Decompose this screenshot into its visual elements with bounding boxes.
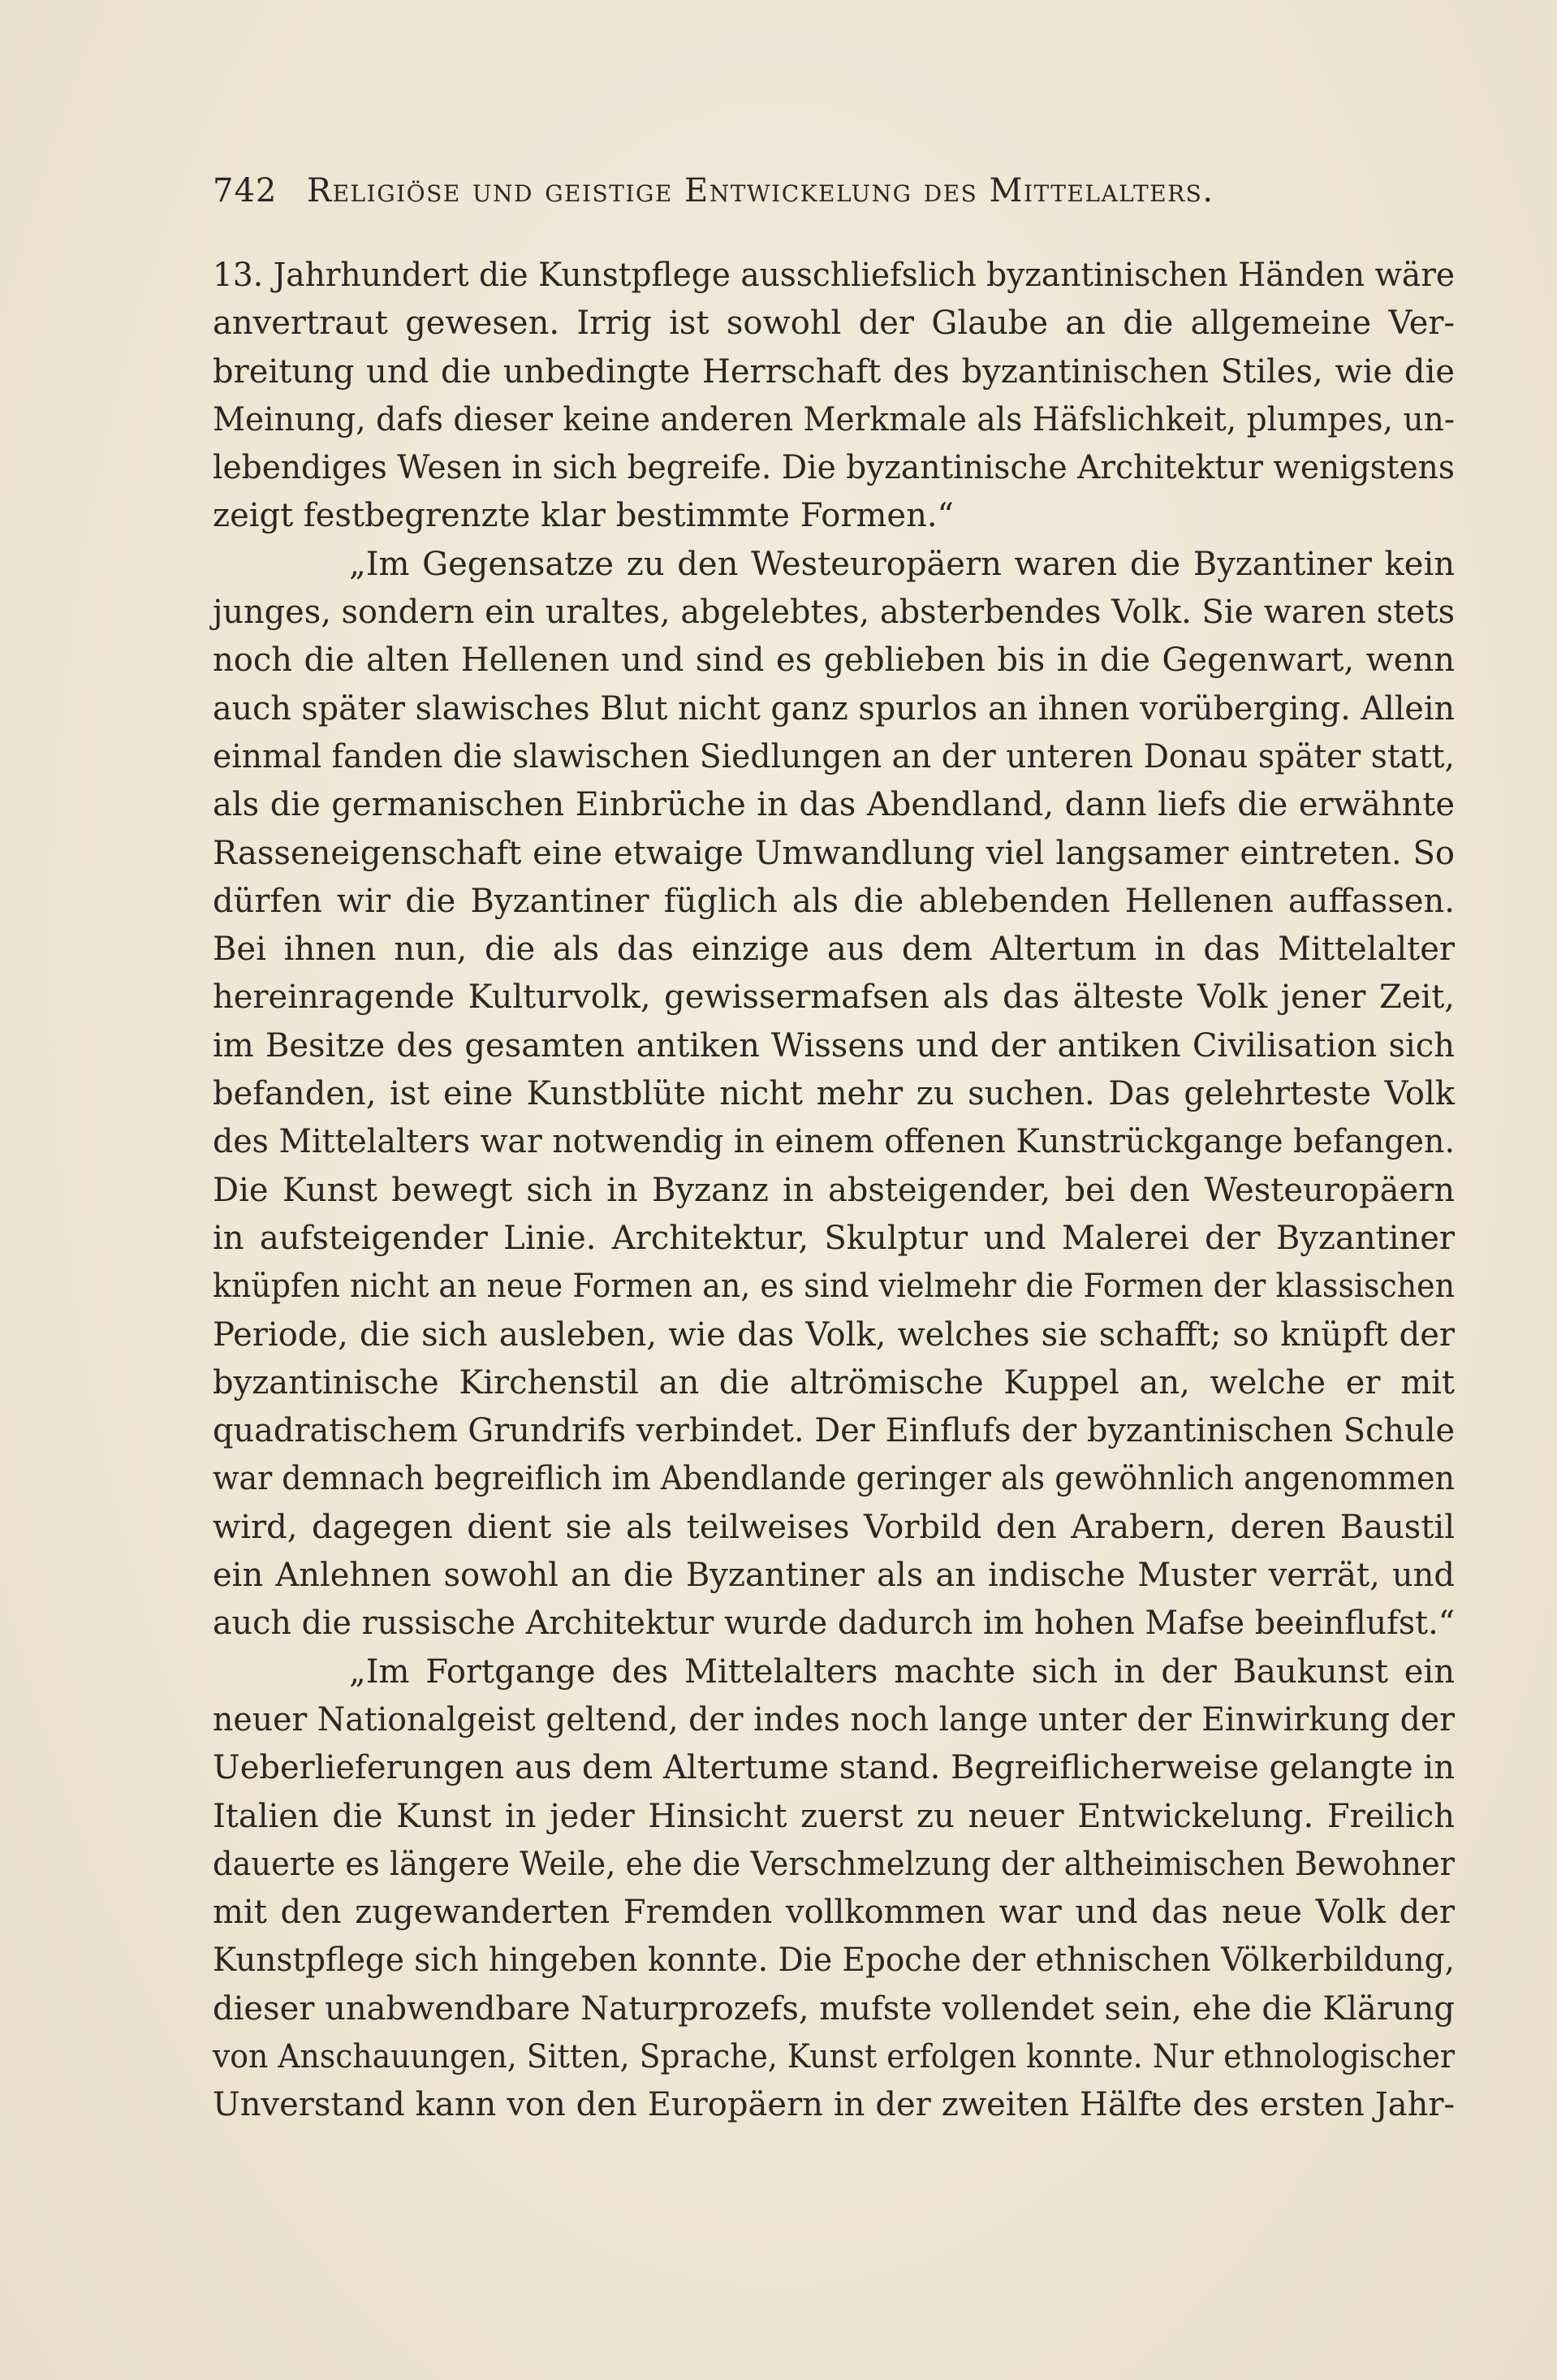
- text-line: auch die russische Architektur wurde dadurch im hohen Mafse beeinflufst.“: [213, 1605, 1455, 1643]
- text-line: war demnach begreiflich im Abendlande geringer als gewöhnlich angenommen: [213, 1460, 1455, 1498]
- text-line: Meinung, dafs dieser keine anderen Merkmale als Häfslichkeit, plumpes, un-: [213, 400, 1456, 438]
- text-line: des Mittelalters war notwendig in einem offenen Kunstrückgange befangen.: [213, 1123, 1456, 1161]
- text-line: dauerte es längere Weile, ehe die Verschmelzung der altheimischen Bewohner: [213, 1845, 1455, 1883]
- text-line: Rasseneigenschaft eine etwaige Umwandlung viel langsamer eintreten. So: [213, 834, 1455, 872]
- text-line: einmal fanden die slawischen Siedlungen an der unteren Donau später statt,: [213, 737, 1456, 775]
- running-head: Religiöse und geistige Entwickelung des Mittelalters.: [307, 172, 1214, 209]
- text-line: quadratischem Grundrifs verbindet. Der Einflufs der byzantinischen Schule: [213, 1412, 1456, 1450]
- text-line: junges, sondern ein uraltes, abgelebtes, absterbendes Volk. Sie waren stets: [213, 594, 1456, 632]
- text-line: dürfen wir die Byzantiner füglich als die ablebenden Hellenen auffassen.: [213, 882, 1455, 920]
- text-line: auch später slawisches Blut nicht ganz spurlos an ihnen vorüberging. Allein: [213, 689, 1456, 728]
- page-header: [213, 172, 1354, 221]
- text-line: Unverstand kann von den Europäern in der zweiten Hälfte des ersten Jahr-: [213, 2086, 1455, 2124]
- text-line: Italien die Kunst in jeder Hinsicht zuerst zu neuer Entwickelung. Freilich: [213, 1797, 1455, 1835]
- text-line: Ueberlieferungen aus dem Altertume stand. Begreiflicherweise gelangte in: [213, 1749, 1455, 1787]
- text-line: dieser unabwendbare Naturprozefs, mufste vollendet sein, ehe die Klärung: [213, 1989, 1455, 2028]
- text-line: Bei ihnen nun, die als das einzige aus dem Altertum in das Mittelalter: [213, 931, 1455, 969]
- text-line: Kunstpflege sich hingeben konnte. Die Epoche der ethnischen Völkerbildung,: [213, 1942, 1455, 1980]
- text-line: ein Anlehnen sowohl an die Byzantiner als an indische Muster verrät, und: [213, 1557, 1455, 1595]
- text-line: Die Kunst bewegt sich in Byzanz in absteigender, bei den Westeuropäern: [213, 1171, 1455, 1209]
- text-line: lebendiges Wesen in sich begreife. Die byzantinische Architektur wenigstens: [213, 449, 1455, 487]
- text-line: mit den zugewanderten Fremden vollkommen war und das neue Volk der: [213, 1894, 1455, 1932]
- text-line: byzantinische Kirchenstil an die altrömische Kuppel an, welche er mit: [213, 1363, 1455, 1402]
- text-line: neuer Nationalgeist geltend, der indes noch lange unter der Einwirkung der: [213, 1700, 1455, 1739]
- text-line: noch die alten Hellenen und sind es geblieben bis in die Gegenwart, wenn: [213, 641, 1455, 680]
- text-line: hereinragende Kulturvolk, gewissermafsen als das älteste Volk jener Zeit,: [213, 978, 1455, 1017]
- text-line: im Besitze des gesamten antiken Wissens und der antiken Civilisation sich: [213, 1026, 1455, 1065]
- text-line: Periode, die sich ausleben, wie das Volk, welches sie schafft; so knüpft der: [213, 1315, 1455, 1354]
- text-line: „Im Fortgange des Mittelalters machte sich in der Baukunst ein: [349, 1652, 1455, 1691]
- text-line: befanden, ist eine Kunstblüte nicht mehr zu suchen. Das gelehrteste Volk: [213, 1075, 1455, 1113]
- text-line: „Im Gegensatze zu den Westeuropäern waren die Byzantiner kein: [349, 545, 1455, 583]
- text-line: wird, dagegen dient sie als teilweises Vorbild den Arabern, deren Baustil: [213, 1508, 1455, 1546]
- text-line: anvertraut gewesen. Irrig ist sowohl der Glaube an die allgemeine Ver-: [213, 305, 1455, 343]
- text-line: breitung und die unbedingte Herrschaft des byzantinischen Stiles, wie die: [213, 352, 1455, 391]
- text-line: knüpfen nicht an neue Formen an, es sind vielmehr die Formen der klassischen: [213, 1268, 1455, 1306]
- text-line: zeigt festbegrenzte klar bestimmte Formen.“: [213, 497, 954, 535]
- text-line: von Anschauungen, Sitten, Sprache, Kunst erfolgen konnte. Nur ethnologischer: [213, 2037, 1456, 2075]
- text-line: als die germanischen Einbrüche in das Abendland, dann liefs die erwähnte: [213, 786, 1455, 824]
- page-number: 742: [213, 172, 278, 209]
- text-line: 13. Jahrhundert die Kunstpflege ausschliefslich byzantinischen Händen wäre: [213, 257, 1456, 294]
- text-line: in aufsteigender Linie. Architektur, Skulptur und Malerei der Byzantiner: [213, 1219, 1455, 1257]
- body-text: [213, 252, 1455, 2130]
